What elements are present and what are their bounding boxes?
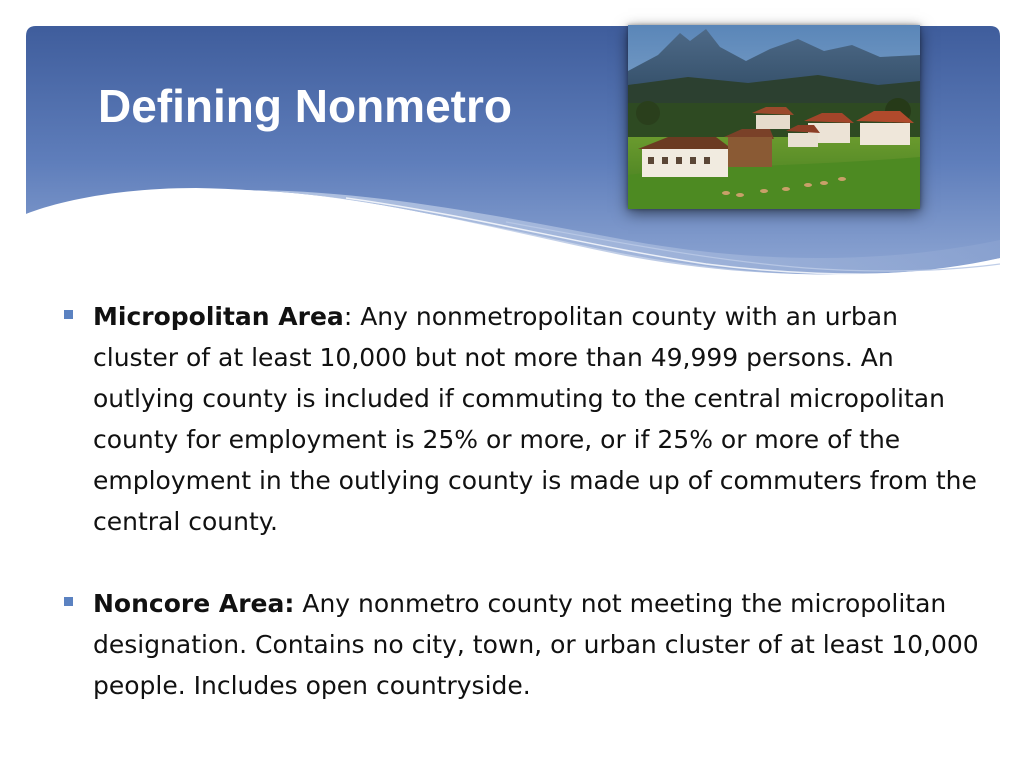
square-bullet-icon	[64, 310, 73, 319]
term-label: Noncore Area:	[93, 589, 295, 618]
term-separator: :	[343, 302, 353, 331]
rural-village-photo	[628, 25, 920, 209]
term-label: Micropolitan Area	[93, 302, 344, 331]
bullet-micropolitan-area	[62, 296, 982, 542]
definition-text: Any nonmetro county not meeting the micropolitan designation. Contains no city, town, or urban cluster of at least 10,000 people. Includes open countryside.	[93, 589, 979, 700]
square-bullet-icon	[64, 597, 73, 606]
bullet-noncore-area	[62, 583, 982, 706]
definition-text: Any nonmetropolitan county with an urban cluster of at least 10,000 but not more than 49,999 persons. An outlying county is included if commuting to the central micropolitan county for employment is 25% or more, or if 25% or more of the employment in the outlying county is made up of commuters from the central county.	[93, 302, 977, 536]
slide-title: Defining Nonmetro	[98, 80, 512, 132]
bullet-list	[62, 296, 982, 706]
